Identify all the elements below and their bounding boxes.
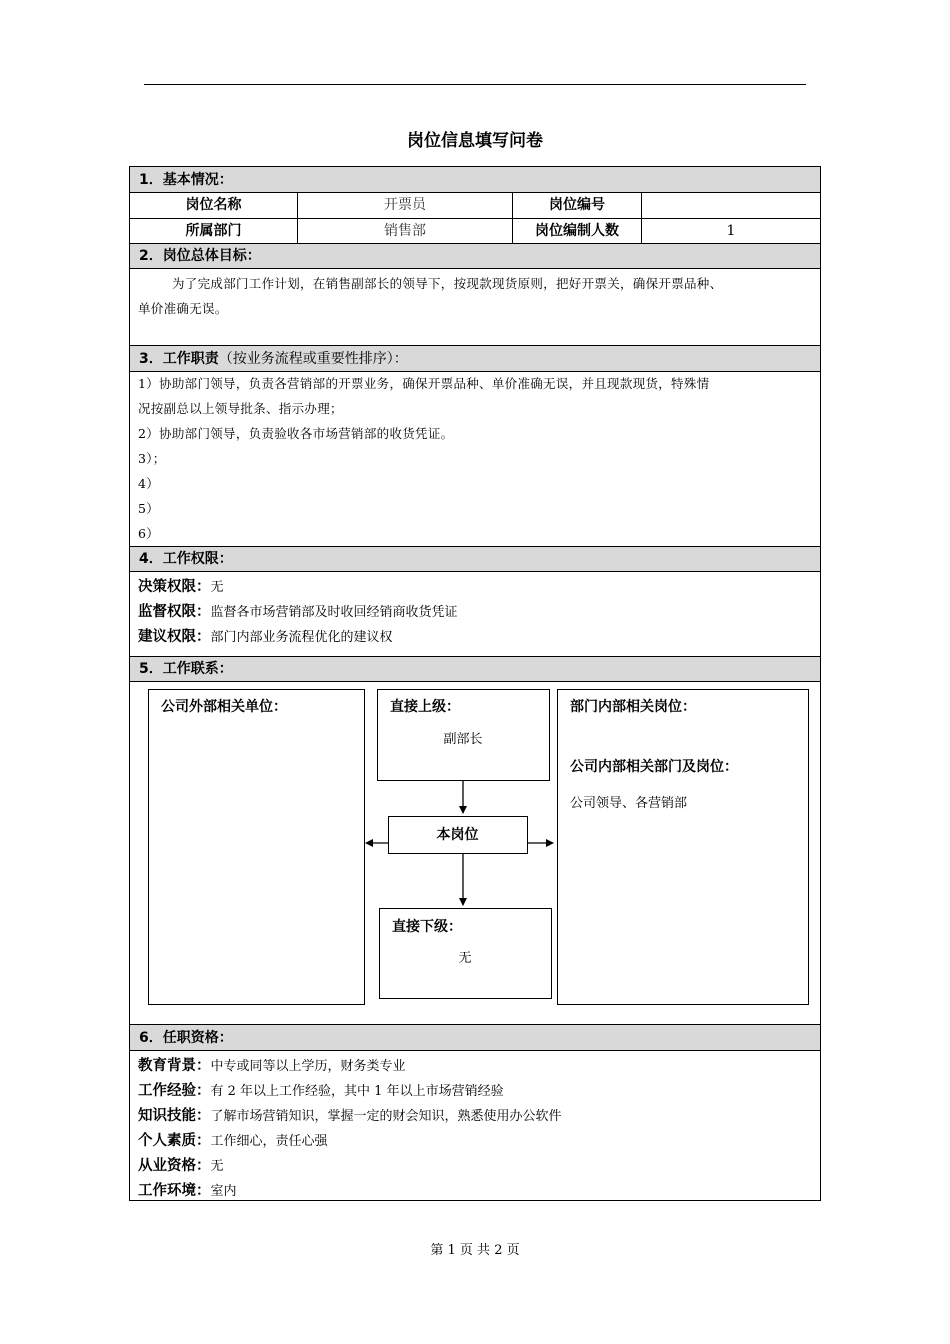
this-post-label: 本岗位 — [436, 827, 479, 843]
header-rule — [144, 84, 806, 85]
subordinate-label: 直接下级： — [392, 919, 462, 935]
department-label: 所属部门 — [185, 223, 242, 239]
superior-label: 直接上级： — [390, 699, 460, 715]
questionnaire-form — [129, 166, 821, 1201]
authority-row: 决策权限：无 — [138, 579, 224, 595]
qualification-row: 工作经验：有 2 年以上工作经验，其中 1 年以上市场营销经验 — [138, 1083, 504, 1099]
position-name-label: 岗位名称 — [185, 197, 242, 213]
authority-row: 监督权限：监督各市场营销部及时收回经销商收货凭证 — [138, 604, 458, 620]
duty-line: 2）协助部门领导，负责验收各市场营销部的收货凭证。 — [138, 426, 454, 441]
qualification-row: 教育背景：中专或同等以上学历，财务类专业 — [138, 1058, 406, 1074]
goal-line-1: 为了完成部门工作计划，在销售副部长的领导下，按现款现货原则，把好开票关，确保开票品种、 — [172, 276, 723, 291]
position-code-label: 岗位编号 — [549, 197, 605, 213]
qualification-row: 从业资格：无 — [138, 1158, 224, 1174]
internal-dept-value: 公司领导、各营销部 — [570, 796, 688, 811]
external-units-label: 公司外部相关单位： — [161, 699, 287, 715]
duty-line: 6） — [138, 526, 160, 541]
duty-line: 况按副总以上领导批条、指示办理； — [138, 401, 343, 416]
section-relations-heading: 5．工作联系： — [130, 656, 820, 682]
authority-row: 建议权限：部门内部业务流程优化的建议权 — [138, 629, 393, 645]
superior-value: 副部长 — [443, 732, 483, 747]
section-goal-heading: 2．岗位总体目标： — [130, 243, 820, 269]
duty-line: 4） — [138, 476, 160, 491]
headcount-value: 1 — [726, 223, 736, 239]
duty-line: 1）协助部门领导，负责各营销部的开票业务，确保开票品种、单价准确无误，并且现款现货，特殊情 — [138, 376, 710, 391]
internal-dept-label: 公司内部相关部门及岗位： — [570, 759, 738, 775]
qualification-row: 知识技能：了解市场营销知识，掌握一定的财会知识，熟悉使用办公软件 — [138, 1108, 562, 1124]
department-value: 销售部 — [384, 223, 426, 239]
section-authority-heading: 4．工作权限： — [130, 546, 820, 572]
subordinate-value: 无 — [458, 951, 472, 966]
internal-post-label: 部门内部相关岗位： — [570, 699, 696, 715]
position-name-value: 开票员 — [384, 197, 426, 213]
section-qualifications-heading: 6．任职资格： — [130, 1024, 820, 1051]
qualification-row: 个人素质：工作细心，责任心强 — [138, 1133, 328, 1149]
page-footer: 第 1 页 共 2 页 — [430, 1243, 520, 1258]
section-duties-heading: 3．工作职责（按业务流程或重要性排序）： — [130, 345, 820, 372]
duty-line: 3）； — [138, 451, 166, 466]
qualification-row: 工作环境：室内 — [138, 1183, 237, 1199]
goal-line-2: 单价准确无误。 — [138, 301, 228, 316]
duty-line: 5） — [138, 501, 160, 516]
headcount-label: 岗位编制人数 — [535, 223, 619, 239]
section-basic-heading: 1．基本情况： — [130, 167, 820, 193]
page-title: 岗位信息填写问卷 — [407, 131, 543, 151]
